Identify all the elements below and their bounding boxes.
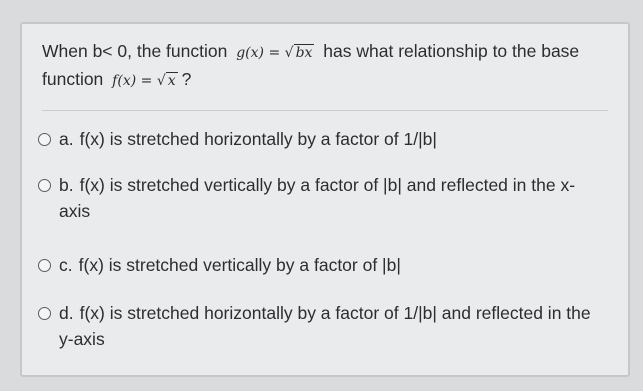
option-letter: c. [59, 255, 73, 275]
question-text-3: function [42, 69, 104, 89]
g-expr-left: g(x) = [236, 45, 285, 61]
option-text: f(x) is stretched vertically by a factor of |b| and reflected in the x-axis [59, 175, 576, 221]
radio-button-icon[interactable] [38, 259, 51, 272]
option-b[interactable] [36, 172, 606, 224]
option-text: f(x) is stretched horizontally by a factor of 1/|b| and reflected in the y-axis [59, 303, 591, 349]
g-expr-radicand: bx [295, 45, 313, 61]
option-c[interactable] [36, 252, 606, 278]
option-d[interactable] [36, 300, 606, 352]
divider [42, 110, 608, 111]
radio-button-icon[interactable] [38, 179, 51, 192]
f-expr-left: f(x) = [112, 73, 157, 89]
question-card [20, 22, 630, 377]
option-letter: b. [59, 175, 74, 195]
f-expr-radicand: x [167, 73, 176, 89]
radio-button-icon[interactable] [38, 307, 51, 320]
option-letter: a. [59, 129, 74, 149]
f-function-expression: f(x) = √ x [112, 73, 176, 89]
question-mark: ? [181, 69, 192, 89]
radio-button-icon[interactable] [38, 133, 51, 146]
question-text-1: When b< 0, the function [42, 41, 228, 61]
option-letter: d. [59, 303, 74, 323]
option-text: f(x) is stretched vertically by a factor of |b| [78, 255, 401, 275]
g-function-expression: g(x) = √ bx [236, 45, 313, 61]
question-text-2: has what relationship to the base [323, 41, 580, 61]
option-text: f(x) is stretched horizontally by a factor of 1/|b| [79, 129, 437, 149]
question-prompt [42, 38, 612, 94]
option-a[interactable] [36, 126, 606, 152]
